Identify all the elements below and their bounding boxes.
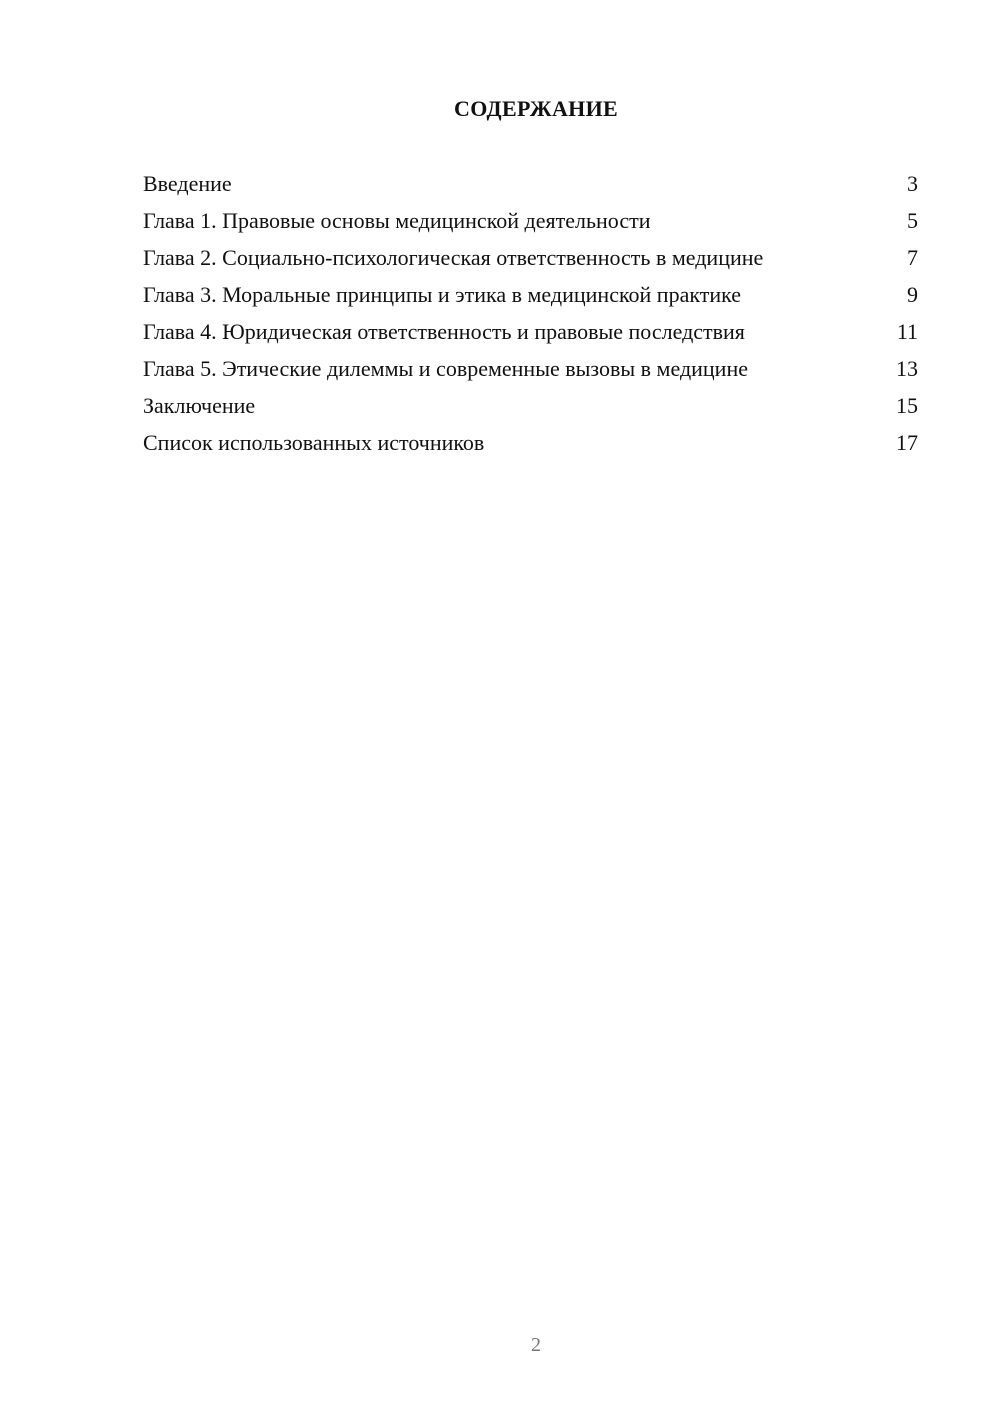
toc-title: СОДЕРЖАНИЕ xyxy=(454,96,618,121)
toc-entry-introduction xyxy=(143,170,918,197)
toc-entry-chapter-1 xyxy=(143,207,918,234)
toc-entry-page: 3 xyxy=(907,171,918,196)
toc-entry-page: 9 xyxy=(907,282,918,307)
page-number: 2 xyxy=(531,1334,541,1356)
toc-entry-chapter-3 xyxy=(143,281,918,308)
toc-entry-page: 5 xyxy=(907,208,918,233)
toc-entry-text: Глава 2. Социально-психологическая ответственность в медицине xyxy=(143,245,764,270)
toc-entry-text: Заключение xyxy=(143,393,256,418)
toc-entry-page: 11 xyxy=(896,319,918,344)
toc-entry-chapter-4 xyxy=(143,318,918,345)
toc-entry-text: Список использованных источников xyxy=(143,430,485,455)
toc-entry-page: 17 xyxy=(896,430,918,455)
toc-entry-page: 7 xyxy=(907,245,918,270)
toc-entry-text: Глава 5. Этические дилеммы и современные вызовы в медицине xyxy=(143,356,748,381)
table-of-contents xyxy=(143,170,918,466)
toc-entry-references xyxy=(143,429,918,456)
toc-entry-conclusion xyxy=(143,392,918,419)
toc-entry-text: Глава 3. Моральные принципы и этика в медицинской практике xyxy=(143,282,742,307)
toc-entry-text: Глава 4. Юридическая ответственность и правовые последствия xyxy=(143,319,745,344)
toc-entry-chapter-5 xyxy=(143,355,918,382)
toc-entry-page: 13 xyxy=(896,356,918,381)
toc-entry-chapter-2 xyxy=(143,244,918,271)
toc-entry-text: Глава 1. Правовые основы медицинской деятельности xyxy=(143,208,651,233)
toc-entry-page: 15 xyxy=(896,393,918,418)
toc-entry-text: Введение xyxy=(143,171,232,196)
